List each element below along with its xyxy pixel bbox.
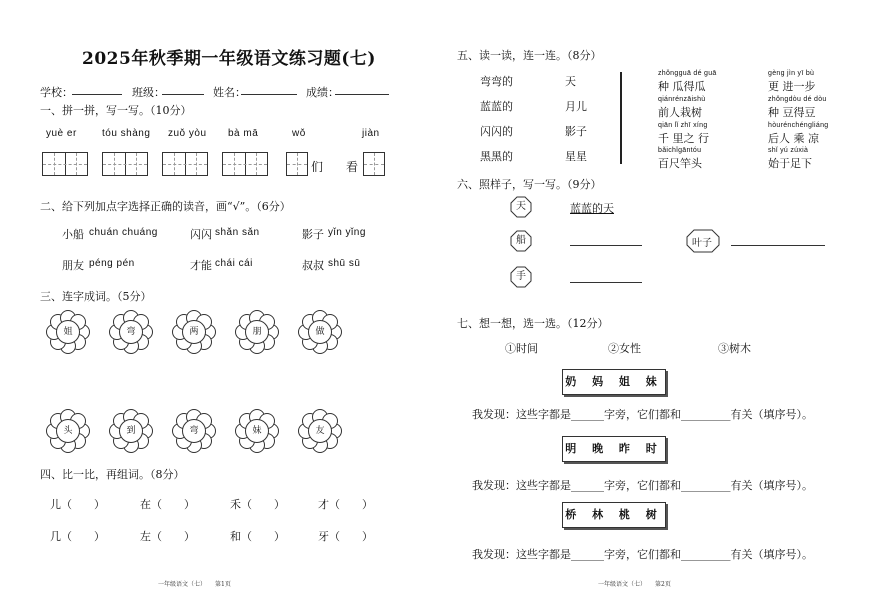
pinyin-6: jiàn [362, 128, 380, 139]
s7-option-3: ③树木 [718, 342, 751, 355]
s5-left-1[interactable]: 弯弯的 [480, 75, 513, 88]
page-1-footer: 一年级语文（七） 第1页 [158, 581, 231, 588]
pinyin-1: yuè er [46, 128, 77, 139]
flower-bottom-1[interactable] [46, 409, 90, 453]
flower-char: 姐 [56, 320, 80, 344]
idiom-pinyin-8: shǐ yú zúxià [768, 147, 809, 154]
s5-left-3[interactable]: 闪闪的 [480, 125, 513, 138]
flower-top-4[interactable] [235, 310, 279, 354]
char-kan: 看 [346, 160, 359, 174]
s2-word-2: 闪闪 [190, 228, 212, 241]
s6-example-char: 天 [510, 196, 532, 218]
flower-bottom-5[interactable] [298, 409, 342, 453]
s6-answer-1[interactable] [570, 245, 642, 246]
flower-top-2[interactable] [109, 310, 153, 354]
s5-mid-4[interactable]: 星星 [565, 150, 587, 163]
s7-sentence-1[interactable]: 我发现：这些字都是______字旁，它们都和_________有关（填序号）。 [472, 408, 813, 421]
idiom-pinyin-5: qiān lǐ zhī xíng [658, 122, 708, 129]
idiom-text-7[interactable]: 百尺竿头 [658, 157, 702, 170]
flower-char: 友 [308, 419, 332, 443]
s4-r1-3[interactable]: 禾（ ） [230, 498, 285, 511]
s6-char-3: 手 [510, 266, 532, 288]
flower-char: 两 [182, 320, 206, 344]
class-field[interactable] [162, 94, 204, 95]
char-men: 们 [311, 160, 324, 174]
score-label: 成绩： [306, 86, 339, 99]
flower-top-5[interactable] [298, 310, 342, 354]
s5-left-4[interactable]: 黑黑的 [480, 150, 513, 163]
flower-char: 做 [308, 320, 332, 344]
s7-sentence-2[interactable]: 我发现：这些字都是______字旁，它们都和_________有关（填序号）。 [472, 479, 813, 492]
idiom-text-1[interactable]: 种 瓜得瓜 [658, 80, 706, 93]
flower-top-3[interactable] [172, 310, 216, 354]
flower-char: 弯 [119, 320, 143, 344]
flower-char: 弯 [182, 419, 206, 443]
s6-example-answer: 蓝蓝的天 [570, 202, 614, 215]
s6-answer-3[interactable] [570, 282, 642, 283]
s2-word-6: 叔叔 [302, 259, 324, 272]
s7-card-2: 明 晚 昨 时 [562, 436, 666, 462]
s2-opt-4[interactable]: péng pén [89, 258, 135, 269]
s2-word-4: 朋友 [62, 259, 84, 272]
s6-answer-2[interactable] [731, 245, 825, 246]
s7-card-3: 桥 林 桃 树 [562, 502, 666, 528]
idiom-text-5[interactable]: 千 里之 行 [658, 132, 709, 145]
s2-opt-6[interactable]: shū sū [328, 258, 361, 269]
flower-char: 朋 [245, 320, 269, 344]
flower-char: 头 [56, 419, 80, 443]
s6-char-1: 船 [510, 230, 532, 252]
s7-card-1: 奶 妈 姐 妹 [562, 369, 666, 395]
idiom-text-2[interactable]: 更 进一步 [768, 80, 816, 93]
pinyin-3: zuǒ yòu [168, 128, 207, 139]
section-3-heading: 三、连字成词。（5分） [40, 290, 152, 303]
s7-sentence-3[interactable]: 我发现：这些字都是______字旁，它们都和_________有关（填序号）。 [472, 548, 813, 561]
writing-box-5[interactable] [286, 152, 308, 176]
s5-divider [620, 72, 622, 164]
flower-bottom-3[interactable] [172, 409, 216, 453]
flower-bottom-4[interactable] [235, 409, 279, 453]
idiom-pinyin-4: zhǒngdòu dé dòu [768, 96, 827, 103]
s4-r2-3[interactable]: 和（ ） [230, 530, 285, 543]
idiom-text-6[interactable]: 后人 乘 凉 [768, 132, 819, 145]
idiom-pinyin-6: hòurénchéngliáng [768, 122, 829, 129]
idiom-pinyin-7: bǎichǐgāntóu [658, 147, 702, 154]
class-label: 班级： [132, 86, 165, 99]
s5-mid-1[interactable]: 天 [565, 75, 576, 88]
s2-opt-2[interactable]: shǎn sǎn [215, 227, 260, 238]
writing-box-1[interactable] [42, 152, 88, 176]
s7-option-1: ①时间 [505, 342, 538, 355]
idiom-pinyin-3: qiánrénzāishù [658, 96, 706, 103]
flower-char: 妹 [245, 419, 269, 443]
page-title: 2025年秋季期一年级语文练习题(七) [82, 49, 376, 69]
pinyin-5: wǒ [292, 128, 306, 139]
school-label: 学校： [40, 86, 73, 99]
section-6-heading: 六、照样子，写一写。（9分） [457, 178, 602, 191]
section-7-heading: 七、想一想，选一选。（12分） [457, 317, 609, 330]
idiom-text-8[interactable]: 始于足下 [768, 157, 812, 170]
name-field[interactable] [241, 94, 297, 95]
s2-word-3: 影子 [302, 228, 324, 241]
s2-opt-1[interactable]: chuán chuáng [89, 227, 158, 238]
s4-r2-4[interactable]: 牙（ ） [318, 530, 373, 543]
flower-top-1[interactable] [46, 310, 90, 354]
s7-option-2: ②女性 [608, 342, 641, 355]
idiom-pinyin-1: zhǒngguā dé guā [658, 70, 717, 77]
idiom-text-3[interactable]: 前人栽树 [658, 106, 702, 119]
s2-word-1: 小船 [62, 228, 84, 241]
idiom-text-4[interactable]: 种 豆得豆 [768, 106, 816, 119]
s2-word-5: 才能 [190, 259, 212, 272]
s4-r1-1[interactable]: 儿（ ） [50, 498, 105, 511]
writing-box-2[interactable] [102, 152, 148, 176]
writing-box-6[interactable] [363, 152, 385, 176]
section-5-heading: 五、读一读，连一连。（8分） [457, 49, 602, 62]
pinyin-4: bà mā [228, 128, 259, 139]
name-label: 姓名： [213, 86, 246, 99]
section-2-heading: 二、给下列加点字选择正确的读音，画“√”。（6分） [40, 200, 291, 213]
s5-left-2[interactable]: 蓝蓝的 [480, 100, 513, 113]
s6-char-2-box [686, 229, 720, 253]
pinyin-2: tóu shàng [102, 128, 151, 139]
section-1-heading: 一、拼一拼，写一写。（10分） [40, 104, 192, 117]
writing-box-3[interactable] [162, 152, 208, 176]
flower-bottom-2[interactable] [109, 409, 153, 453]
section-4-heading: 四、比一比，再组词。（8分） [40, 468, 185, 481]
s4-r1-4[interactable]: 才（ ） [318, 498, 373, 511]
score-field[interactable] [335, 94, 389, 95]
s4-r2-2[interactable]: 左（ ） [140, 530, 195, 543]
s2-opt-3[interactable]: yǐn yǐng [328, 227, 366, 238]
s2-opt-5[interactable]: chái cái [215, 258, 253, 269]
s5-mid-3[interactable]: 影子 [565, 125, 587, 138]
s4-r1-2[interactable]: 在（ ） [140, 498, 195, 511]
flower-char: 到 [119, 419, 143, 443]
s4-r2-1[interactable]: 几（ ） [50, 530, 105, 543]
s6-char-2: 叶子 [692, 238, 712, 249]
writing-box-4[interactable] [222, 152, 268, 176]
page-2-footer: 一年级语文（七） 第2页 [598, 581, 671, 588]
idiom-pinyin-2: gèng jìn yī bù [768, 70, 815, 77]
s5-mid-2[interactable]: 月儿 [565, 100, 587, 113]
school-field[interactable] [72, 94, 122, 95]
